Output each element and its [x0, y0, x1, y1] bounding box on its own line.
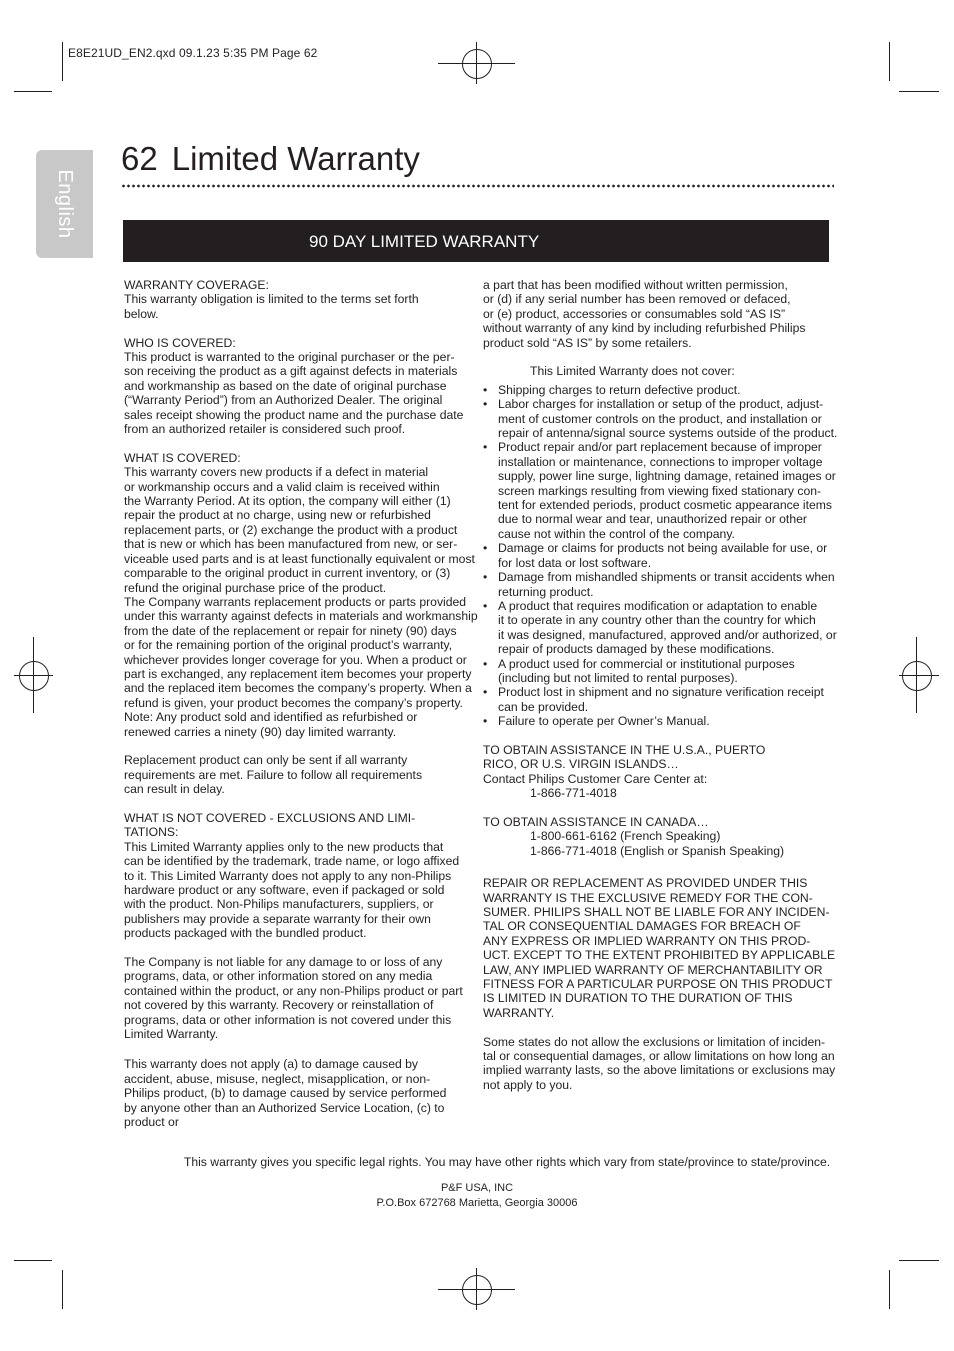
dotted-rule: [121, 184, 834, 188]
crop-mark: [62, 42, 63, 81]
crop-mark: [14, 1260, 52, 1261]
not-covered-text: This Limited Warranty applies only to the new products that can be identified by the trademark, trade name, or logo affixed to it. This Limited Warranty does not apply to any non-Philips hardware product or any software, even if packaged or sold with the product. Non-Philips manufacturers, suppliers, or publishers may provide a separate warranty for their own products packaged with the bundled product.: [124, 839, 460, 941]
right-column: [483, 278, 860, 1107]
coverage-text: This warranty obligation is limited to the terms set forth below.: [124, 292, 419, 321]
list-item: • Shipping charges to return defective product.: [483, 383, 860, 397]
not-apply-text: This warranty does not apply (a) to damage caused by accident, abuse, misuse, neglect, misapplication, or non- Philips product, (b) to damage caused by service performed by anyone other than an Authorized Service Location, (c) to product or: [124, 1057, 447, 1130]
crop-mark: [899, 91, 939, 92]
list-item: • Failure to operate per Owner’s Manual.: [483, 714, 860, 728]
list-item: • Damage or claims for products not being available for use, or for lost data or lost software.: [483, 541, 860, 570]
usa-heading: TO OBTAIN ASSISTANCE IN THE U.S.A., PUERTO RICO, OR U.S. VIRGIN ISLANDS… Contact Philips Customer Care Center at:: [483, 742, 766, 786]
liability-text: The Company is not liable for any damage to or loss of any programs, data, or other information stored on any media contained within the product, or any non-Philips product or part not covered by this warranty. Recovery or reinstallation of programs, data or other information is not covered under this Limited Warranty.: [124, 955, 463, 1042]
list-item: • A product that requires modification or adaptation to enable it to operate in any country other than the country for which it was designed, manufactured, approved and/or authorized, or repair of products damaged by these modifications.: [483, 599, 860, 657]
list-item: • A product used for commercial or institutional purposes (including but not limited to rental purposes).: [483, 657, 860, 686]
canada-heading: TO OBTAIN ASSISTANCE IN CANADA…: [483, 814, 709, 829]
crop-mark: [889, 1270, 890, 1309]
page-title: [121, 140, 420, 178]
replacement-text: Replacement product can only be sent if all warranty requirements are met. Failure to follow all requirements can result in delay.: [124, 753, 423, 797]
canada-phone-french: 1-800-661-6162 (French Speaking): [530, 829, 721, 844]
not-covered-heading: WHAT IS NOT COVERED - EXCLUSIONS AND LIMI- TATIONS:: [124, 810, 416, 840]
who-text: This product is warranted to the original purchaser or the per- son receiving the product as a gift against defects in materials and workmanship as based on the date of original purchase (“Warranty Period”) from an Authorized Dealer. The original sales receipt showing the product name and the purchase date from an authorized retailer is considered such proof.: [124, 350, 464, 437]
does-not-cover-heading: This Limited Warranty does not cover:: [530, 364, 735, 379]
legal-rights-text: This warranty gives you specific legal rights. You may have other rights which vary from state/province to state/province.: [183, 1155, 831, 1169]
left-column: [124, 278, 499, 1144]
exclusions-list: [483, 383, 860, 729]
what-heading: WHAT IS COVERED:: [124, 450, 241, 465]
canada-phone-english: 1-866-771-4018 (English or Spanish Speaking): [530, 843, 785, 858]
crop-mark: [899, 1260, 939, 1261]
list-item: • Product lost in shipment and no signature verification receipt can be provided.: [483, 685, 860, 714]
crop-mark: [14, 91, 52, 92]
list-item: • Product repair and/or part replacement because of improper installation or maintenance, connections to improper voltage supply, power line surge, lightning damage, retained images or screen markings resulting from viewing fixed stationary con- tent for extended periods, product cosmetic appearance items due to normal wear and tear, unauthorized repair or other cause not within the control of the company.: [483, 440, 860, 541]
remedy-text: REPAIR OR REPLACEMENT AS PROVIDED UNDER THIS WARRANTY IS THE EXCLUSIVE REMEDY FOR THE CON- SUMER. PHILIPS SHALL NOT BE LIABLE FOR ANY INCIDEN- TAL OR CONSEQUENTIAL DAMAGES FOR BREACH OF ANY EXPRESS OR IMPLIED WARRANTY ON THIS PROD- UCT. EXCEPT TO THE EXTENT PROHIBITED BY APPLICABLE LAW, ANY IMPLIED WARRANTY OF MERCHANTABILITY OR FITNESS FOR A PARTICULAR PURPOSE ON THIS PRODUCT IS LIMITED IN DURATION TO THE DURATION OF THIS WARRANTY.: [483, 876, 836, 1020]
print-slug: E8E21UD_EN2.qxd 09.1.23 5:35 PM Page 62: [68, 46, 318, 60]
company-address-block: [0, 1181, 954, 1210]
crop-mark: [62, 1270, 63, 1309]
states-text: Some states do not allow the exclusions or limitation of inciden- tal or consequential damages, or allow limitations on how long an implied warranty lasts, so the above limitations or exclusions may not apply to you.: [483, 1034, 836, 1092]
coverage-heading: WARRANTY COVERAGE:: [124, 278, 269, 292]
list-item: • Labor charges for installation or setup of the product, adjust- ment of customer controls on the product, and installation or repair of antenna/signal source systems outside of the product.: [483, 397, 860, 440]
continued-text: a part that has been modified without written permission, or (d) if any serial number has been removed or defaced, or (e) product, accessories or consumables sold “AS IS” without warranty of any kind by including refurbished Philips product sold “AS IS” by some retailers.: [483, 278, 806, 350]
section-banner-title: 90 DAY LIMITED WARRANTY: [309, 232, 540, 251]
page-number: 62: [121, 140, 158, 177]
usa-phone: 1-866-771-4018: [530, 786, 617, 801]
what-text: This warranty covers new products if a defect in material or workmanship occurs and a valid claim is received within the Warranty Period. At its option, the company will either (1) repair the product at no charge, using new or refurbished replacement parts, or (2) exchange the product with a product that is new or which has been manufactured from new, or ser- viceable used parts and is at least functionally equivalent or most comparable to the original product in current inventory, or (3) refund the original purchase price of the product. The Company warrants replacement products or parts provided under this warranty against defects in materials and workmanship from the date of the replacement or repair for ninety (90) days or for the remaining portion of the original product’s warranty, whichever provides longer coverage for you. When a product or part is exchanged, any replacement item becomes your property and the replaced item becomes the company’s property. When a refund is given, your product becomes the company’s property. Note: Any product sold and identified as refurbished or renewed carries a ninety (90) day limited warranty.: [124, 465, 478, 739]
page-title-text: Limited Warranty: [171, 140, 420, 177]
language-tab-label: English: [54, 169, 76, 239]
company-name: P&F USA, INC: [440, 1182, 514, 1194]
crop-mark: [889, 42, 890, 81]
who-heading: WHO IS COVERED:: [124, 335, 236, 350]
company-address: P.O.Box 672768 Marietta, Georgia 30006: [376, 1196, 578, 1209]
section-banner: [123, 220, 829, 262]
list-item: • Damage from mishandled shipments or transit accidents when returning product.: [483, 570, 860, 599]
language-tab: [36, 150, 93, 258]
